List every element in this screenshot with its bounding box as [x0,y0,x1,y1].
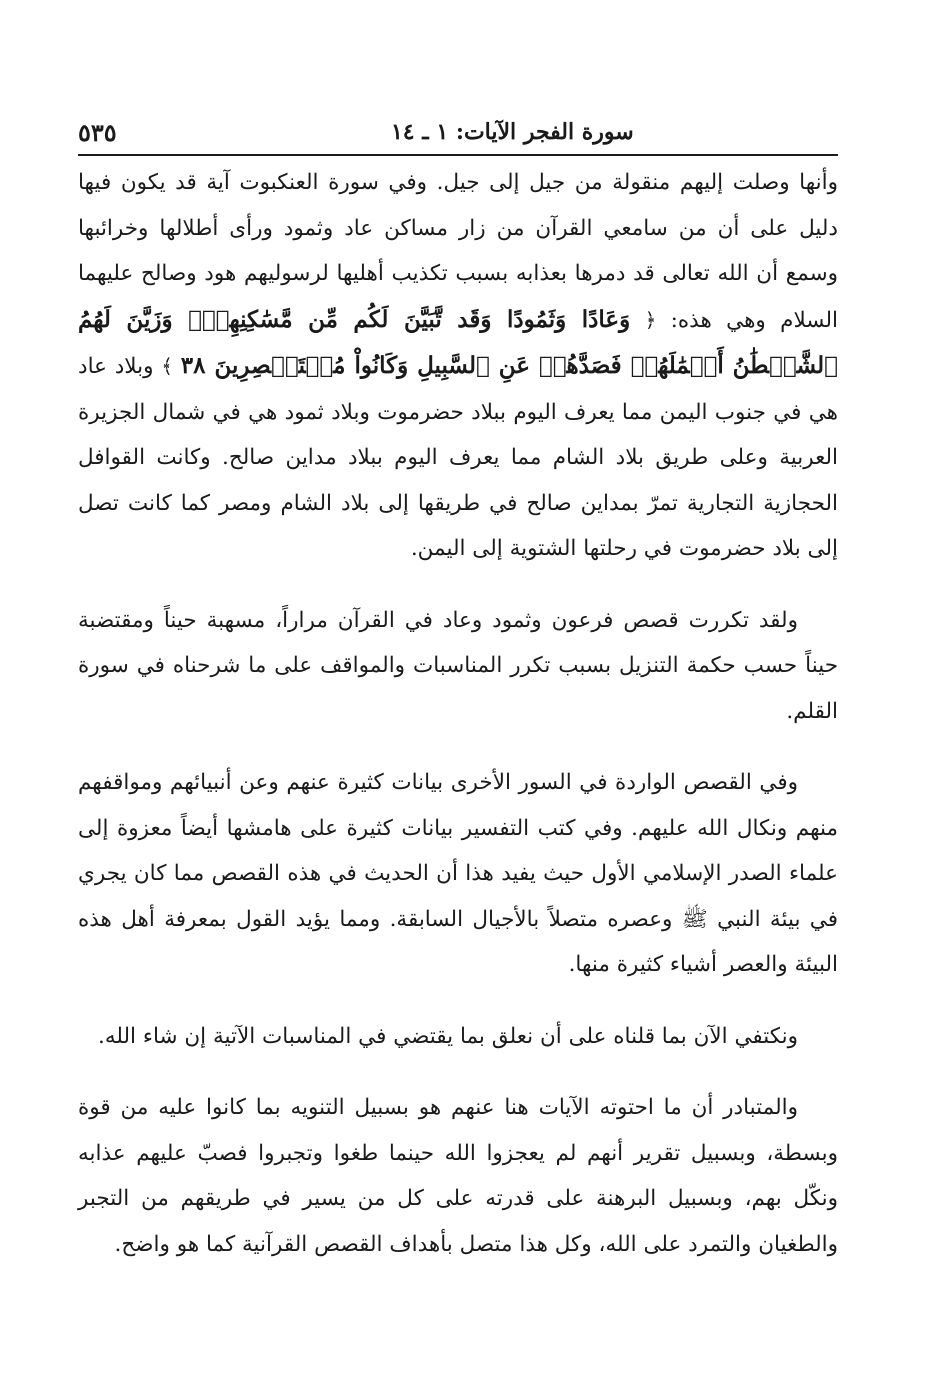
running-title: سورة الفجر الآيات: ١ ـ ١٤ [390,119,634,145]
paragraph-3: وفي القصص الواردة في السور الأخرى بيانات كثيرة عنهم وعن أنبيائهم ومواقفهم منهم ونكال الله عليهم. وفي كتب التفسير بيانات كثيرة على هامشها أيضاً معزوة إلى علماء الصدر الإسلامي الأول حيث يفيد هذا أن الحديث في هذه القصص مما كان يجري في بيئة النبي ﷺ وعصره متصلاً بالأجيال السابقة. ومما يؤيد القول بمعرفة أهل هذه البيئة والعصر أشياء كثيرة منها. [78,770,838,977]
quran-verse: وَعَادًا وَثَمُودًا وَقَد تَّبَيَّنَ لَكُم مِّن مَّسَٰكِنِهِمۡۖ وَزَيَّنَ لَهُمُ ٱلشَّيۡطَٰنُ أَعۡمَٰلَهُمۡ فَصَدَّهُمۡ عَنِ ٱلسَّبِيلِ وَكَانُواْ مُسۡتَبۡصِرِينَ ٣٨ [78,305,838,379]
verse-bracket-close: ﴾ [161,354,174,378]
verse-bracket-open: ﴿ [644,307,657,332]
paragraph-4: ونكتفي الآن بما قلناه على أن نعلق بما يقتضي في المناسبات الآتية إن شاء الله. [98,1023,798,1049]
page-number: ٥٣٥ [78,117,117,147]
paragraph-1-text-after-verse: وبلاد عاد هي في جنوب اليمن مما يعرف اليوم ببلاد حضرموت وبلاد ثمود هي في شمال الجزيرة العربية وعلى طريق بلاد الشام مما يعرف اليوم ببلاد مداين صالح. وكانت القوافل الحجازية التجارية تمرّ بمداين صالح في طريقها إلى بلاد الشام ومصر كما كانت تصل إلى بلاد حضرموت في رحلتها الشتوية إلى اليمن. [78,354,838,561]
paragraph-2: ولقد تكررت قصص فرعون وثمود وعاد في القرآن مراراً، مسهبة حيناً ومقتضبة حيناً حسب حكمة التنزيل بسبب تكرر المناسبات والمواقف على ما شرحناه في سورة القلم. [78,607,838,724]
paragraph-5: والمتبادر أن ما احتوته الآيات هنا عنهم هو بسبيل التنويه بما كانوا عليه من قوة وبسطة، وبسبيل تقرير أنهم لم يعجزوا الله حينما طغوا وتجبروا فصبّ عليهم عذابه ونكّل بهم، وبسبيل البرهنة على قدرته على كل من يسير في طريقهم من التجبر والطغيان والتمرد على الله، وكل هذا متصل بأهداف القصص القرآنية كما هو واضح. [78,1095,838,1257]
page-header [78,110,838,156]
book-page [78,0,838,1381]
paragraph-1 [78,160,838,572]
page-body [78,160,838,1293]
paragraph-1-text-before-verse: وأنها وصلت إليهم منقولة من جيل إلى جيل. وفي سورة العنكبوت آية قد يكون فيها دليل على أن من سامعي القرآن من زار مساكن عاد وثمود ورأى أطلالها وخرائبها وسمع أن الله تعالى قد دمرها بعذابه بسبب تكذيب أهليها لرسوليهم هود وصالح عليهما السلام وهي هذه: [78,170,838,333]
